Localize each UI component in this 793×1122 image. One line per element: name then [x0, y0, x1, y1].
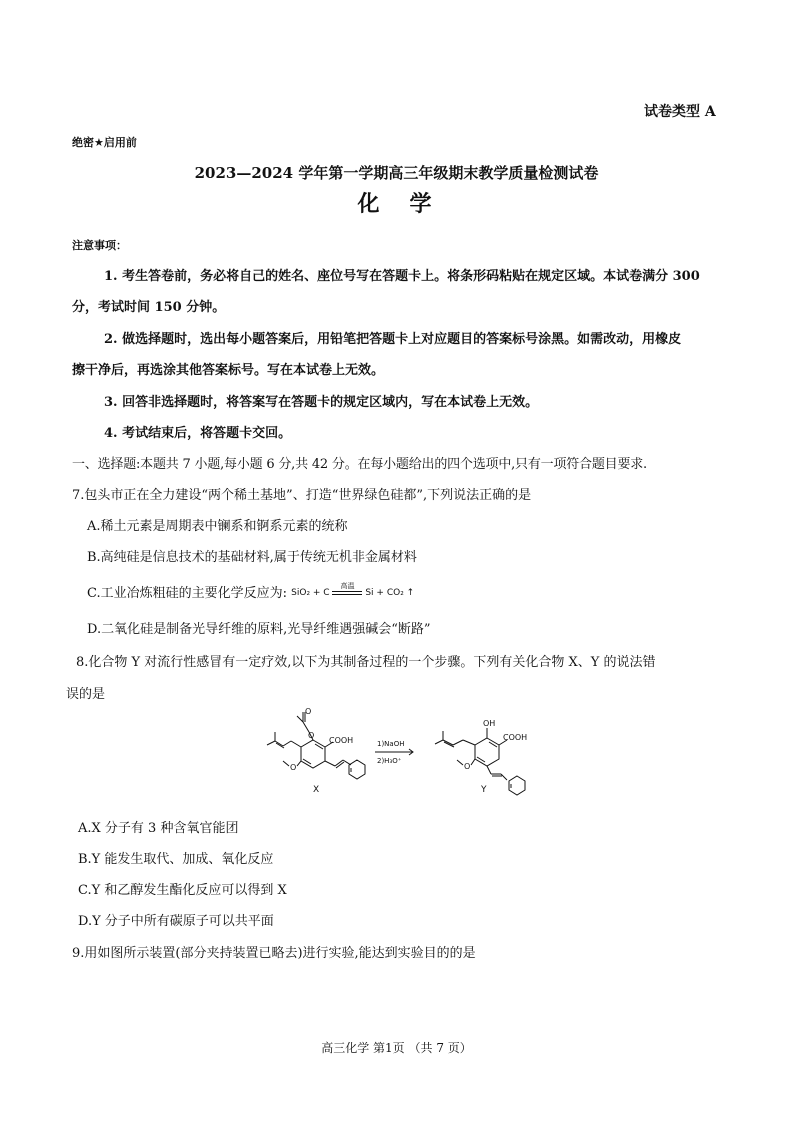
- q7-eq-condition: 高温: [340, 582, 355, 590]
- x-compound-label: X: [313, 785, 320, 795]
- q8-option-d: D.Y 分子中所有碳原子可以共平面: [78, 914, 274, 929]
- confidential-label: 绝密★启用前: [72, 136, 137, 149]
- notice-item-1-line-1: 1. 考生答卷前，务必将自己的姓名、座位号写在答题卡上。将条形码粘贴在规定区域。本试卷满分 300: [104, 269, 700, 284]
- q7-option-a: A.稀土元素是周期表中镧系和锕系元素的统称: [87, 519, 348, 534]
- x-ester-o: O: [308, 731, 315, 740]
- x-ether-o: O: [290, 763, 297, 772]
- q8-stem-line-1: 8.化合物 Y 对流行性感冒有一定疗效,以下为其制备过程的一个步骤。下列有关化合物 X、Y 的说法错: [76, 655, 656, 670]
- q7-option-c: [87, 582, 415, 602]
- subject-title: 化 学: [357, 191, 436, 217]
- page-footer: 高三化学 第1页 （共 7 页）: [321, 1041, 472, 1055]
- q7-eq-left: SiO₂ + C: [291, 588, 330, 598]
- q7-option-d: D.二氧化硅是制备光导纤维的原料,光导纤维遇强碱会“断路”: [87, 622, 431, 637]
- compound-x-structure: [267, 712, 365, 779]
- q7-option-c-text: C.工业冶炼粗硅的主要化学反应为:: [87, 586, 287, 601]
- notice-item-1-line-2: 分，考试时间 150 分钟。: [72, 300, 226, 315]
- exam-title: 2023—2024 学年第一学期高三年级期末教学质量检测试卷: [194, 164, 599, 182]
- q8-reaction-scheme: [255, 708, 545, 804]
- y-cooh-label: COOH: [503, 733, 528, 742]
- notice-item-2-line-1: 2. 做选择题时，选出每小题答案后，用铅笔把答题卡上对应题目的答案标号涂黑。如需改动，用橡皮: [104, 332, 682, 347]
- section-1-heading: 一、选择题:本题共 7 小题,每小题 6 分,共 42 分。在每小题给出的四个选项中,只有一项符合题目要求.: [72, 457, 647, 472]
- q9-stem: 9.用如图所示装置(部分夹持装置已略去)进行实验,能达到实验目的的是: [72, 946, 476, 961]
- q8-option-a: A.X 分子有 3 种含氧官能团: [78, 821, 239, 836]
- x-carbonyl-o: O: [305, 708, 312, 716]
- q8-option-b: B.Y 能发生取代、加成、氧化反应: [78, 852, 274, 867]
- q7-eq-right: Si + CO₂ ↑: [365, 588, 415, 598]
- notice-heading: 注意事项：: [72, 239, 127, 252]
- notice-item-3: 3. 回答非选择题时，将答案写在答题卡的规定区域内，写在本试卷上无效。: [104, 395, 539, 410]
- notice-item-4: 4. 考试结束后，将答题卡交回。: [104, 426, 292, 441]
- q8-option-c: C.Y 和乙醇发生酯化反应可以得到 X: [78, 883, 287, 898]
- y-ether-o: O: [464, 762, 471, 771]
- paper-type-label: 试卷类型 A: [644, 104, 716, 120]
- q7-option-b: B.高纯硅是信息技术的基础材料,属于传统无机非金属材料: [87, 550, 417, 565]
- q8-stem-line-2: 误的是: [66, 687, 106, 702]
- y-compound-label: Y: [481, 785, 487, 795]
- y-oh-label: OH: [483, 719, 496, 728]
- condition-1: 1)NaOH: [377, 740, 405, 748]
- q7-stem: 7.包头市正在全力建设“两个稀土基地”、打造“世界绿色硅都”,下列说法正确的是: [72, 488, 532, 503]
- x-cooh-label: COOH: [329, 736, 354, 745]
- q7-equation: [291, 582, 415, 602]
- condition-2: 2)H₃O⁺: [377, 757, 402, 765]
- notice-item-2-line-2: 擦干净后，再选涂其他答案标号。写在本试卷上无效。: [72, 363, 385, 378]
- q7-eq-arrow: [332, 582, 362, 595]
